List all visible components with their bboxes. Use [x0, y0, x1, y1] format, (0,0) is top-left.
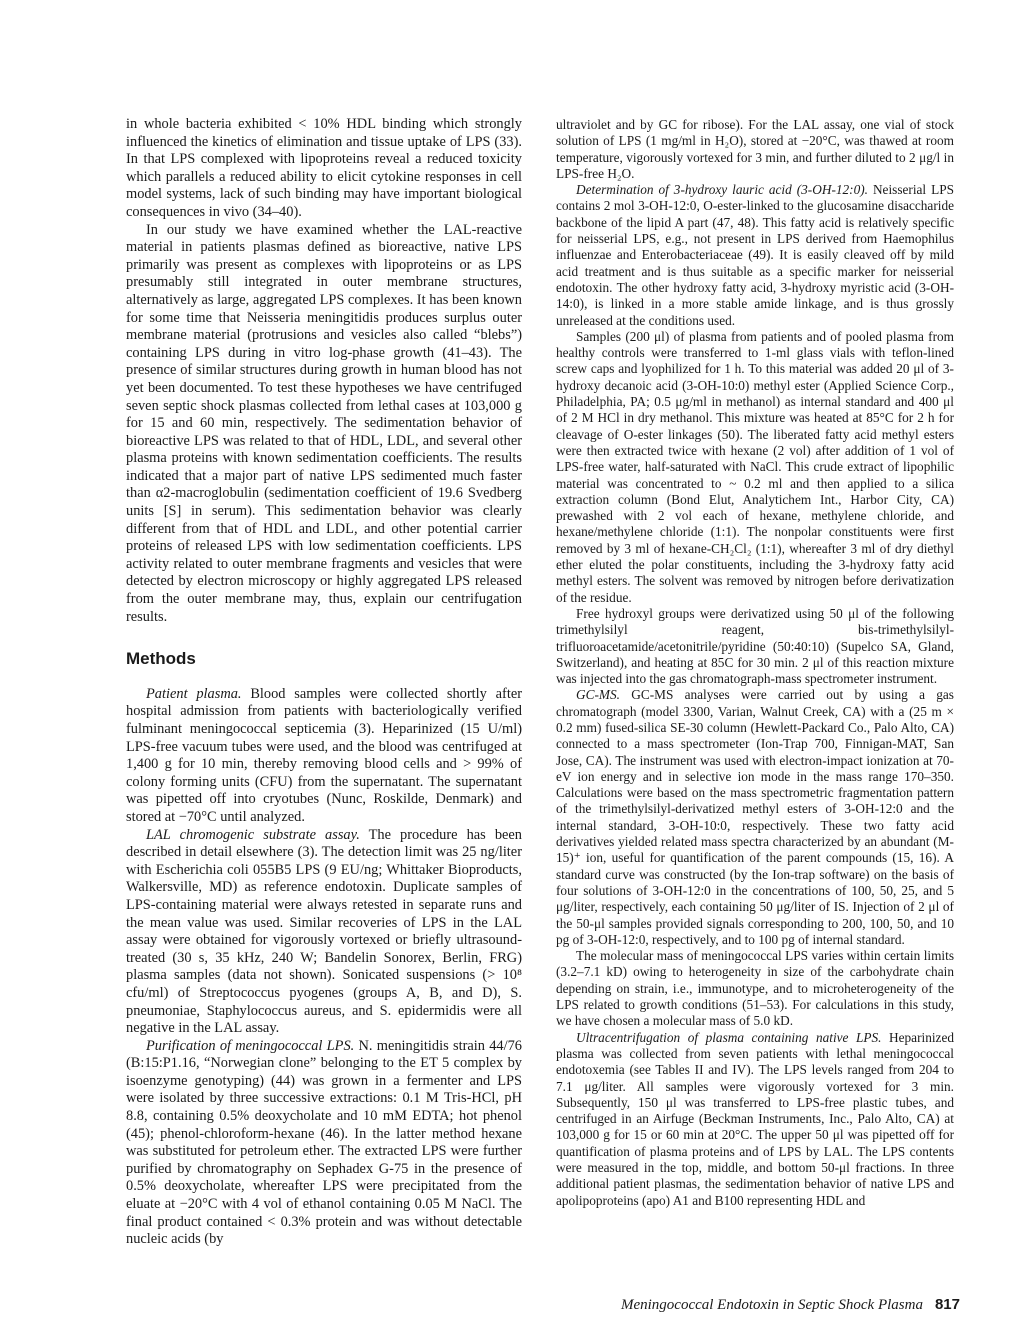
paragraph-patient-plasma [126, 686, 522, 827]
paragraph-ultracentrifugation [556, 1030, 954, 1209]
left-column [126, 116, 522, 1249]
paragraph: Free hydroxyl groups were derivatized using 50 μl of the following trimethylsilyl reagent, bis-trimethylsilyl-trifluoroacetamide/acetonitrile/pyridine (50:40:10) (Supelco SA, Gland, Switzerland), and heating at 85C for 30 min. 2 μl of this reaction mixture was injected into the gas chromatograph-mass spectrometer instrument. [556, 605, 954, 687]
paragraph-text: The procedure has been described in detail elsewhere (3). The detection limit was 25 ng/liter with Escherichia coli 055B5 LPS (9 EU/ng; Whittaker Bioproducts, Walkersville, MD) as reference endotoxin. Duplicate samples of LPS-containing material were always retested in separate runs and the mean value was used. Similar recoveries of LPS in the LAL assay were obtained for vigorously vortexed or briefly ultrasound-treated (30 s, 35 kHz, 240 W; Bandelin Sonorex, Berlin, FRG) plasma samples (data not shown). Sonicated suspensions (> 10⁸ cfu/ml) of Streptococcus pyogenes (groups A, B, and D), S. pneumoniae, Staphylococcus aureus, and S. epidermidis were all negative in the LAL assay. [126, 826, 522, 1037]
paragraph: ultraviolet and by GC for ribose). For the LAL assay, one vial of stock solution of LPS (1 mg/ml in H₂O), stored at −20°C, was thawed at room temperature, vigorously vortexed for 3 min, and further diluted to 2 μg/l in LPS-free H₂O. [556, 117, 954, 181]
paragraph-title: GC-MS. [576, 687, 620, 703]
paragraph-text: N. meningitidis strain 44/76 (B:15:P1.16, “Norwegian clone” belonging to the ET 5 complex by isoenzyme genotyping) (44) was grown in a fermenter and LPS were isolated by three successive extractions: 0.1 M Tris-HCl, pH 8.8, containing 0.5% deoxycholate and 10 mM EDTA; hot phenol (45); phenol-chloroform-hexane (46). In the latter method hexane was substituted for petroleum ether. The extracted LPS were further purified by chromatography on Sephadex G-75 in the presence of 0.5% deoxycholate, whereafter LPS were precipitated from the eluate at −20°C with 4 vol of ethanol containing 0.05 M NaCl. The final product contained < 0.3% protein and was without detectable nucleic acids (by [126, 1037, 523, 1248]
paragraph-text: GC-MS analyses were carried out by using a gas chromatograph (model 3300, Varian, Walnut Creek, CA) with a (25 m × 0.2 mm) fused-silica SE-30 column (Hewlett-Packard Co., Palo Alto, CA) connected to a mass spectrometer (Ion-Trap 700, Finnigan-MAT, San Jose, CA). The instrument was used with electron-impact ionization at 70-eV ion energy and in selective ion mode in the mass range 170–350. Calculations were based on the mass spectrometric fragmentation pattern of the trimethylsilyl-derivatized methyl esters of 3-OH-12:0 and the internal standard, 3-OH-10:0, respectively. These two fatty acid derivatives yielded related mass spectra characterized by an abundant (M-15)⁺ ion, useful for quantification of the parent compounds (15, 16). A standard curve was constructed (by the Ion-trap software) on the basis of four solutions of 3-OH-12:0 in the concentrations of 100, 50, 25, and 5 μg/liter, respectively, each containing 50 μg/liter of IS. Injection of 2 μl of the 50-μl samples provided signals corresponding to 200, 100, 50, and 10 pg of 3-OH-12:0, respectively, and to 100 pg of internal standard. [556, 687, 954, 947]
paragraph-text: Heparinized plasma was collected from seven patients with lethal meningococcal endotoxemia (see Tables II and IV). The LPS levels ranged from 204 to 7.1 μg/liter. All samples were vigorously vortexed for 3 min. Subsequently, 150 μl was transferred to LPS-free plastic tubes, and centrifuged in an Airfuge (Beckman Instruments, Inc., Palo Alto, CA) at 103,000 g for 15 or 60 min at 20°C. The upper 50 μl was pipetted off for quantification of plasma proteins and of LPS by LAL. The LPS contents were measured in the top, middle, and bottom 50-μl fractions. In three additional patient plasmas, the sedimentation behavior of native LPS and apolipoproteins (apo) A1 and B100 representing HDL and [556, 1029, 954, 1208]
running-title: Meningococcal Endotoxin in Septic Shock Plasma [620, 1297, 923, 1313]
paragraph-gcms [556, 687, 954, 948]
paragraph-title: Determination of 3-hydroxy lauric acid (3-OH-12:0). [576, 182, 868, 198]
paragraph-text: Blood samples were collected shortly after hospital admission from patients with bacteriologically verified fulminant meningococcal septicemia (3). Heparinized (15 U/ml) LPS-free vacuum tubes were used, and the blood was centrifuged at 1,400 g for 10 min, thereby removing blood cells and > 99% of colony forming units (CFU) from the supernatant. The supernatant was pipetted off into cryotubes (Nunc, Roskilde, Denmark) and stored at −70°C until analyzed. [126, 685, 522, 825]
paragraph-determination [556, 182, 954, 329]
paragraph: In our study we have examined whether the LAL-reactive material in patients plasmas defined as bioreactive, native LPS primarily was present as complexes with lipoproteins or as LPS presumably still integrated in outer membrane structures, alternatively as large, aggregated LPS complexes. It has been known for some time that Neisseria meningitidis produces surplus outer membrane material (protrusions and vesicles also called “blebs”) containing LPS during in vitro log-phase growth (41–43). The presence of similar structures during growth in human blood has not yet been documented. To test these hypotheses we have centrifuged seven septic shock plasmas collected from lethal cases at 103,000 g for 15 and 60 min, respectively. The sedimentation behavior of bioreactive LPS was related to that of HDL, LDL, and several other plasma proteins with known sedimentation coefficients. The results indicated that a major part of native LPS sedimented much faster than α2-macroglobulin (sedimentation coefficient of 19.6 Svedberg units [S] in serum). This sedimentation behavior was clearly different from that of HDL and LDL, and other potential carrier proteins of released LPS with low sedimentation coefficients. LPS activity related to outer membrane fragments and vesicles that were detected by electron microscopy or highly aggregated LPS released from the outer membrane may, thus, explain our centrifugation results. [126, 221, 522, 625]
paragraph: Samples (200 μl) of plasma from patients and of pooled plasma from healthy controls were transferred to 1-ml glass vials with teflon-lined screw caps and lyophilized for 1 h. To this material was added 20 μl of 3-hydroxy decanoic acid (3-OH-10:0) methyl ester (Applied Science Corp., Philadelphia, PA; 0.5 μg/ml in methanol) as internal standard and 400 μl of 2 M HCl in dry methanol. This mixture was heated at 85°C for 2 h for cleavage of O-ester linkages (50). The liberated fatty acid methyl esters were then extracted twice with hexane (2 vol) after addition of 1 vol of LPS-free water, half-saturated with NaCl. This crude extract of lipophilic material was concentrated to ~ 0.2 ml and then applied to a silica extraction column (Bond Elut, Analytichem Int., Harbor City, CA) prewashed with 2 vol each of hexane, methylene chloride, and hexane/methylene chloride (1:1). The nonpolar constituents were first removed by 3 ml of hexane-CH₂Cl₂ (1:1), whereafter 3 ml of dry diethyl ether eluted the polar constituents, including the 3-hydroxy fatty acid methyl esters. The solvent was removed by nitrogen before derivatization of the residue. [556, 328, 954, 605]
paragraph: in whole bacteria exhibited < 10% HDL binding which strongly influenced the kinetics of elimination and tissue uptake of LPS (33). In that LPS complexed with lipoproteins reveal a reduced toxicity which parallels a reduced ability to elicit cytokine responses in cell model systems, lack of such binding may have important biological consequences in vivo (34–40). [126, 116, 522, 220]
page-number: 817 [934, 1296, 960, 1313]
page-footer [600, 1296, 960, 1314]
paragraph-text: Neisserial LPS contains 2 mol 3-OH-12:0, O-ester-linked to the glucosamine disaccharide backbone of the lipid A part (47, 48). This fatty acid is relatively specific for neisserial LPS, e.g., not present in LPS derived from Haemophilus influenzae and Enterobacteriaceae (49). It is easily cleaved off by mild acid treatment and is thus suitable as a specific marker for neisserial endotoxin. The other hydroxy fatty acid, 3-hydroxy myristic acid (3-OH-14:0), is linked in a more stable amide linkage, and is thus grossly unreleased at the conditions used. [556, 182, 954, 328]
paragraph-title: Purification of meningococcal LPS. [146, 1037, 355, 1054]
paragraph-title: Patient plasma. [146, 685, 242, 702]
paragraph-lal-assay [126, 827, 522, 1038]
paragraph-title: Ultracentrifugation of plasma containing native LPS. [576, 1029, 882, 1045]
section-heading-methods: Methods [126, 649, 196, 669]
paragraph-purification [126, 1038, 522, 1249]
paragraph: The molecular mass of meningococcal LPS varies within certain limits (3.2–7.1 kD) owing to heterogeneity in size of the carbohydrate chain depending on strain, i.e., immunotype, and to microheterogeneity of the LPS related to growth conditions (51–53). For calculations in this study, we have chosen a molecular mass of 5.0 kD. [556, 948, 954, 1029]
paragraph-title: LAL chromogenic substrate assay. [146, 826, 360, 843]
right-column [556, 117, 954, 1209]
